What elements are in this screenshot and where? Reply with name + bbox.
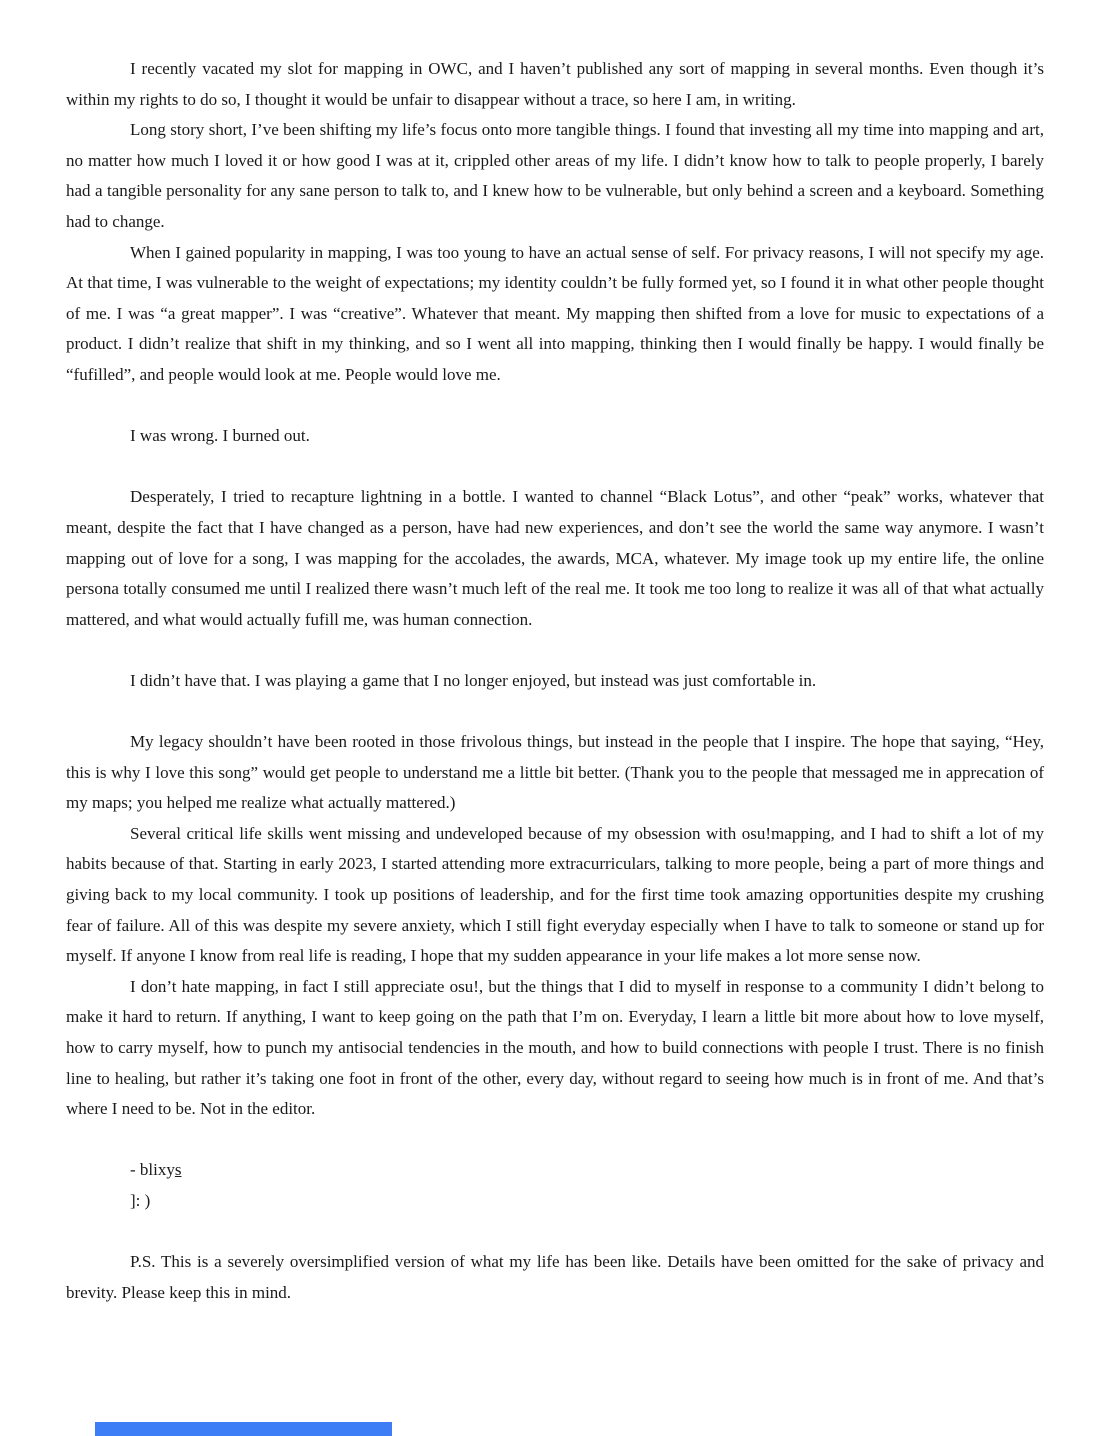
paragraph-dont-hate-mapping: I don’t hate mapping, in fact I still appreciate osu!, but the things that I did to myself in response to a community I didn’t belong to make it hard to return. If anything, I want to keep going on the path that I’m on. Everyday, I learn a little bit more about how to love myself, how to carry myself, how to punch my antisocial tendencies in the mouth, and how to build connections with people I trust. There is no finish line to healing, but rather it’s taking one foot in front of the other, every day, without regard to seeing how much is in front of me. And that’s where I need to be. Not in the editor. xyxy=(66,976,1044,1119)
smiley-line: ]: ) xyxy=(130,1190,151,1210)
paragraph-didnt-have-that: I didn’t have that. I was playing a game that I no longer enjoyed, but instead was just comfortable in. xyxy=(130,670,817,690)
signature-underlined-letter: s xyxy=(174,1160,182,1180)
paragraph-long-story-short: Long story short, I’ve been shifting my life’s focus onto more tangible things. I found that investing all my time into mapping and art, no matter how much I loved it or how good I was at it, crippled other areas of my life. I didn’t know how to talk to people properly, I barely had a tangible personality for any sane person to talk to, and I knew how to be vulnerable, but only behind a screen and a keyboard. Something had to change. xyxy=(66,120,1044,231)
postscript-paragraph: P.S. This is a severely oversimplified version of what my life has been like. Details have been omitted for the sake of privacy and brevity. Please keep this in mind. xyxy=(66,1252,1044,1302)
paragraph-owc-slot: I recently vacated my slot for mapping in OWC, and I haven’t published any sort of mapping in several months. Even though it’s within my rights to do so, I thought it would be unfair to disappear without a trace, so here I am, in writing. xyxy=(66,59,1044,109)
paragraph-life-skills: Several critical life skills went missing and undeveloped because of my obsession with osu!mapping, and I had to shift a lot of my habits because of that. Starting in early 2023, I started attending more extracurriculars, talking to more people, being a part of more things and giving back to my local community. I took up positions of leadership, and for the first time took amazing opportunities despite my crushing fear of failure. All of this was despite my severe anxiety, which I still fight everyday especially when I have to talk to someone or stand up for myself. If anyone I know from real life is reading, I hope that my sudden appearance in your life makes a lot more sense now. xyxy=(66,823,1044,966)
signature-name: - blixy xyxy=(130,1160,175,1180)
paragraph-desperately: Desperately, I tried to recapture lightning in a bottle. I wanted to channel “Black Lotus”, and other “peak” works, whatever that meant, despite the fact that I have changed as a person, have had new experiences, and don’t see the world the same way anymore. I wasn’t mapping out of love for a song, I was mapping for the accolades, the awards, MCA, whatever. My image took up my entire life, the online persona totally consumed me until I realized there wasn’t much left of the real me. It took me too long to realize it was all of that what actually mattered, and what would actually fufill me, was human connection. xyxy=(66,487,1044,629)
signature-line xyxy=(66,1155,1044,1186)
paragraph-burned-out: I was wrong. I burned out. xyxy=(130,426,310,446)
paragraph-popularity: When I gained popularity in mapping, I was too young to have an actual sense of self. For privacy reasons, I will not specify my age. At that time, I was vulnerable to the weight of expectations; my identity couldn’t be fully formed yet, so I found it in what other people thought of me. I was “a great mapper”. I was “creative”. Whatever that meant. My mapping then shifted from a love for music to expectations of a product. I didn’t realize that shift in my thinking, and so I went all into mapping, thinking then I would finally be happy. I would finally be “fufilled”, and people would look at me. People would love me. xyxy=(66,242,1044,384)
paragraph-legacy: My legacy shouldn’t have been rooted in those frivolous things, but instead in the people that I inspire. The hope that saying, “Hey, this is why I love this song” would get people to understand me a little bit better. (Thank you to the people that messaged me in apprecation of my maps; you helped me realize what actually mattered.) xyxy=(66,732,1044,813)
document-body xyxy=(66,54,1044,1308)
bottom-blue-bar xyxy=(95,1422,392,1436)
